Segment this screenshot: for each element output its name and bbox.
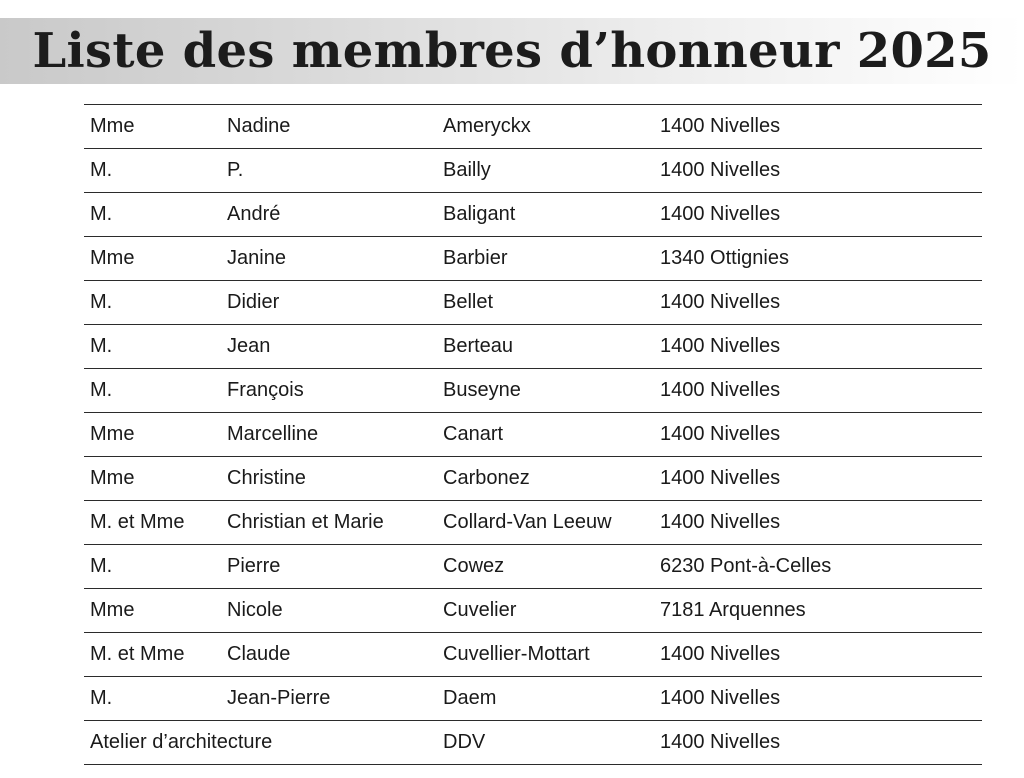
first-name-cell: Claude bbox=[227, 643, 291, 665]
first-name-cell: Jean-Pierre bbox=[227, 687, 331, 709]
table-row bbox=[84, 237, 982, 281]
city-cell: 1340 Ottignies bbox=[660, 247, 789, 269]
table-row bbox=[84, 589, 982, 633]
city-cell: 1400 Nivelles bbox=[660, 379, 781, 401]
table-row bbox=[84, 413, 982, 457]
first-name-cell: Christine bbox=[227, 467, 306, 489]
city-cell: 1400 Nivelles bbox=[660, 335, 781, 357]
first-name-cell: François bbox=[227, 379, 304, 401]
civility-cell: Mme bbox=[90, 599, 135, 621]
last-name-cell: Daem bbox=[443, 687, 497, 709]
last-name-cell: Collard-Van Leeuw bbox=[443, 511, 612, 533]
table-row bbox=[84, 105, 982, 149]
last-name-cell: Bailly bbox=[443, 159, 491, 181]
city-cell: 1400 Nivelles bbox=[660, 159, 781, 181]
city-cell: 6230 Pont-à-Celles bbox=[660, 555, 832, 577]
last-name-cell: Canart bbox=[443, 423, 504, 445]
last-name-cell: Buseyne bbox=[443, 379, 521, 401]
civility-cell: M. bbox=[90, 379, 113, 401]
city-cell: 1400 Nivelles bbox=[660, 203, 781, 225]
table-row bbox=[84, 369, 982, 413]
first-name-cell: Pierre bbox=[227, 555, 281, 577]
city-cell: 1400 Nivelles bbox=[660, 687, 781, 709]
table-row bbox=[84, 545, 982, 589]
city-cell: 1400 Nivelles bbox=[660, 423, 781, 445]
civility-cell: M. bbox=[90, 203, 113, 225]
city-cell: 1400 Nivelles bbox=[660, 511, 781, 533]
first-name-cell: Jean bbox=[227, 335, 271, 357]
last-name-cell: Cowez bbox=[443, 555, 505, 577]
city-cell: 1400 Nivelles bbox=[660, 467, 781, 489]
last-name-cell: DDV bbox=[443, 731, 486, 753]
civility-cell: Mme bbox=[90, 115, 135, 137]
members-table bbox=[84, 104, 982, 765]
table-row bbox=[84, 677, 982, 721]
last-name-cell: Barbier bbox=[443, 247, 508, 269]
civility-cell: Mme bbox=[90, 247, 135, 269]
city-cell: 1400 Nivelles bbox=[660, 731, 781, 753]
last-name-cell: Cuvellier-Mottart bbox=[443, 643, 590, 665]
civility-cell: M. bbox=[90, 335, 113, 357]
civility-cell: M. bbox=[90, 555, 113, 577]
civility-cell: M. bbox=[90, 159, 113, 181]
first-name-cell: André bbox=[227, 203, 281, 225]
city-cell: 1400 Nivelles bbox=[660, 291, 781, 313]
last-name-cell: Baligant bbox=[443, 203, 516, 225]
table-row bbox=[84, 721, 982, 765]
page-title: Liste des membres d’honneur 2025 bbox=[32, 23, 992, 79]
civility-cell: M. et Mme bbox=[90, 643, 185, 665]
first-name-cell: P. bbox=[227, 159, 244, 181]
table-row bbox=[84, 149, 982, 193]
last-name-cell: Ameryckx bbox=[443, 115, 531, 137]
table-row bbox=[84, 281, 982, 325]
civility-cell: M. et Mme bbox=[90, 511, 185, 533]
city-cell: 1400 Nivelles bbox=[660, 115, 781, 137]
first-name-cell: Nicole bbox=[227, 599, 283, 621]
civility-cell: M. bbox=[90, 291, 113, 313]
first-name-cell: Marcelline bbox=[227, 423, 319, 445]
first-name-cell: Nadine bbox=[227, 115, 291, 137]
table-row bbox=[84, 325, 982, 369]
first-name-cell: Christian et Marie bbox=[227, 511, 384, 533]
first-name-cell: Janine bbox=[227, 247, 286, 269]
table-row bbox=[84, 633, 982, 677]
last-name-cell: Berteau bbox=[443, 335, 514, 357]
last-name-cell: Bellet bbox=[443, 291, 494, 313]
table-row bbox=[84, 457, 982, 501]
city-cell: 1400 Nivelles bbox=[660, 643, 781, 665]
city-cell: 7181 Arquennes bbox=[660, 599, 806, 621]
table-row bbox=[84, 501, 982, 545]
civility-cell: M. bbox=[90, 687, 113, 709]
organization-cell: Atelier d’architecture bbox=[90, 731, 273, 753]
first-name-cell: Didier bbox=[227, 291, 280, 313]
last-name-cell: Carbonez bbox=[443, 467, 530, 489]
table-row bbox=[84, 193, 982, 237]
civility-cell: Mme bbox=[90, 467, 135, 489]
last-name-cell: Cuvelier bbox=[443, 599, 517, 621]
civility-cell: Mme bbox=[90, 423, 135, 445]
